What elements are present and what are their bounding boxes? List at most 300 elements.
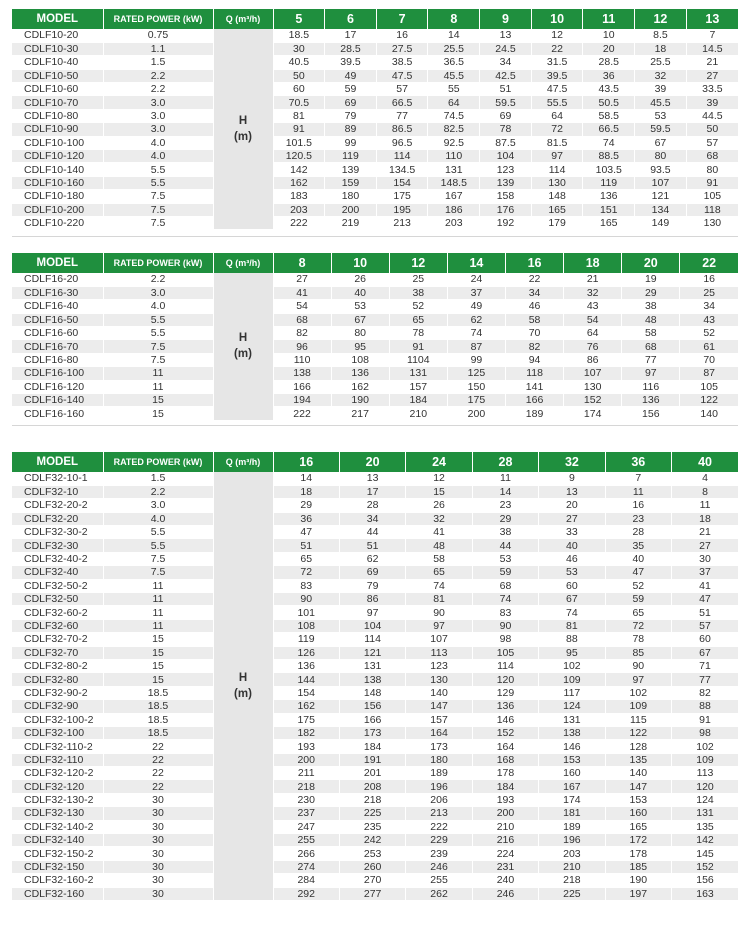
header-flow-value: 18 xyxy=(564,253,622,273)
model-cell: CDLF16-100 xyxy=(12,367,103,380)
head-value-cell: 72 xyxy=(531,123,583,136)
table-row xyxy=(12,726,738,739)
header-flow-value: 8 xyxy=(428,9,480,29)
table-row xyxy=(12,176,738,189)
power-cell: 7.5 xyxy=(103,340,213,353)
head-value-cell: 105 xyxy=(686,190,738,203)
head-value-cell: 109 xyxy=(672,753,738,766)
head-value-cell: 72 xyxy=(605,619,671,632)
head-value-cell: 41 xyxy=(672,579,738,592)
power-cell: 7.5 xyxy=(103,216,213,229)
head-value-cell: 121 xyxy=(339,646,405,659)
power-cell: 2.2 xyxy=(103,83,213,96)
head-value-cell: 39.5 xyxy=(531,69,583,82)
head-value-cell: 65 xyxy=(406,566,472,579)
head-value-cell: 88 xyxy=(672,700,738,713)
header-flow: Q (m³/h) xyxy=(213,452,273,472)
head-value-cell: 154 xyxy=(273,686,339,699)
head-value-cell: 167 xyxy=(428,190,480,203)
head-value-cell: 159 xyxy=(325,176,377,189)
head-value-cell: 165 xyxy=(531,203,583,216)
head-value-cell: 102 xyxy=(539,659,605,672)
power-cell: 30 xyxy=(103,834,213,847)
model-cell: CDLF10-180 xyxy=(12,190,103,203)
head-value-cell: 105 xyxy=(680,380,738,393)
table-row xyxy=(12,753,738,766)
head-value-cell: 174 xyxy=(539,793,605,806)
head-value-cell: 51 xyxy=(339,539,405,552)
header-flow-value: 8 xyxy=(273,253,331,273)
head-value-cell: 98 xyxy=(672,726,738,739)
head-value-cell: 114 xyxy=(339,633,405,646)
head-value-cell: 24 xyxy=(447,273,505,286)
head-value-cell: 119 xyxy=(583,176,635,189)
head-value-cell: 91 xyxy=(389,340,447,353)
head-value-cell: 237 xyxy=(273,807,339,820)
head-value-cell: 39 xyxy=(686,96,738,109)
head-value-cell: 12 xyxy=(531,29,583,42)
head-value-cell: 88 xyxy=(539,633,605,646)
head-value-cell: 13 xyxy=(539,485,605,498)
head-value-cell: 88.5 xyxy=(583,150,635,163)
head-value-cell: 53 xyxy=(331,300,389,313)
head-value-cell: 101.5 xyxy=(273,136,325,149)
head-value-cell: 222 xyxy=(273,407,331,420)
head-value-cell: 193 xyxy=(472,793,538,806)
head-value-cell: 164 xyxy=(406,726,472,739)
head-value-cell: 72 xyxy=(273,566,339,579)
power-cell: 30 xyxy=(103,807,213,820)
head-value-cell: 124 xyxy=(672,793,738,806)
head-value-cell: 14 xyxy=(428,29,480,42)
head-value-cell: 81.5 xyxy=(531,136,583,149)
table-row xyxy=(12,407,738,420)
head-value-cell: 181 xyxy=(539,807,605,820)
head-value-cell: 119 xyxy=(325,150,377,163)
head-value-cell: 120.5 xyxy=(273,150,325,163)
cdlf10-performance-table xyxy=(12,9,738,230)
head-value-cell: 76 xyxy=(564,340,622,353)
head-value-cell: 203 xyxy=(273,203,325,216)
head-value-cell: 163 xyxy=(672,887,738,900)
power-cell: 7.5 xyxy=(103,190,213,203)
table-row xyxy=(12,96,738,109)
head-value-cell: 16 xyxy=(605,499,671,512)
power-cell: 3.0 xyxy=(103,96,213,109)
model-cell: CDLF32-130 xyxy=(12,807,103,820)
head-value-cell: 119 xyxy=(273,633,339,646)
head-value-cell: 151 xyxy=(583,203,635,216)
head-value-cell: 25.5 xyxy=(428,42,480,55)
table-row xyxy=(12,579,738,592)
head-value-cell: 222 xyxy=(406,820,472,833)
head-value-cell: 192 xyxy=(480,216,532,229)
head-value-cell: 55 xyxy=(428,83,480,96)
head-value-cell: 235 xyxy=(339,820,405,833)
head-value-cell: 18.5 xyxy=(273,29,325,42)
power-cell: 1.5 xyxy=(103,56,213,69)
header-model: MODEL xyxy=(12,253,103,273)
head-value-cell: 162 xyxy=(273,176,325,189)
power-cell: 30 xyxy=(103,860,213,873)
head-value-cell: 139 xyxy=(325,163,377,176)
table-row xyxy=(12,633,738,646)
model-cell: CDLF16-140 xyxy=(12,394,103,407)
model-cell: CDLF10-20 xyxy=(12,29,103,42)
head-value-cell: 30 xyxy=(273,42,325,55)
table-row xyxy=(12,780,738,793)
head-value-cell: 96 xyxy=(273,340,331,353)
head-value-cell: 211 xyxy=(273,767,339,780)
head-value-cell: 125 xyxy=(447,367,505,380)
head-value-cell: 52 xyxy=(389,300,447,313)
model-cell: CDLF10-50 xyxy=(12,69,103,82)
power-cell: 15 xyxy=(103,633,213,646)
head-value-cell: 144 xyxy=(273,673,339,686)
head-value-cell: 74 xyxy=(447,327,505,340)
table-row xyxy=(12,286,738,299)
header-flow-value: 6 xyxy=(325,9,377,29)
cdlf32-performance-table xyxy=(12,452,738,901)
cdlf10-table-block xyxy=(12,9,738,230)
header-rated-power: RATED POWER (kW) xyxy=(103,452,213,472)
head-value-cell: 189 xyxy=(539,820,605,833)
head-value-cell: 57 xyxy=(672,619,738,632)
head-value-cell: 175 xyxy=(376,190,428,203)
head-value-cell: 91 xyxy=(672,713,738,726)
head-value-cell: 59 xyxy=(472,566,538,579)
head-value-cell: 130 xyxy=(531,176,583,189)
head-value-cell: 32 xyxy=(564,286,622,299)
head-value-cell: 146 xyxy=(472,713,538,726)
head-value-cell: 153 xyxy=(539,753,605,766)
head-value-cell: 49 xyxy=(447,300,505,313)
head-value-cell: 225 xyxy=(339,807,405,820)
head-value-cell: 90 xyxy=(273,593,339,606)
power-cell: 11 xyxy=(103,380,213,393)
head-value-cell: 218 xyxy=(539,874,605,887)
table-row xyxy=(12,163,738,176)
table-row xyxy=(12,646,738,659)
head-value-cell: 97 xyxy=(339,606,405,619)
head-value-cell: 140 xyxy=(605,767,671,780)
cdlf32-table-block xyxy=(12,452,738,901)
power-cell: 30 xyxy=(103,793,213,806)
head-value-cell: 89 xyxy=(325,123,377,136)
power-cell: 5.5 xyxy=(103,539,213,552)
head-value-cell: 284 xyxy=(273,874,339,887)
head-value-cell: 51 xyxy=(480,83,532,96)
head-value-cell: 68 xyxy=(686,150,738,163)
head-value-cell: 71 xyxy=(672,659,738,672)
head-value-cell: 148.5 xyxy=(428,176,480,189)
header-flow-value: 7 xyxy=(376,9,428,29)
head-value-cell: 48 xyxy=(406,539,472,552)
head-value-cell: 140 xyxy=(680,407,738,420)
table-row xyxy=(12,216,738,229)
power-cell: 2.2 xyxy=(103,69,213,82)
head-value-cell: 41 xyxy=(273,286,331,299)
head-value-cell: 277 xyxy=(339,887,405,900)
head-value-cell: 32 xyxy=(406,512,472,525)
head-value-cell: 113 xyxy=(672,767,738,780)
head-value-cell: 40.5 xyxy=(273,56,325,69)
head-value-cell: 115 xyxy=(605,713,671,726)
table-row xyxy=(12,203,738,216)
head-value-cell: 28 xyxy=(605,526,671,539)
model-cell: CDLF32-30-2 xyxy=(12,526,103,539)
head-value-cell: 141 xyxy=(506,380,564,393)
header-row xyxy=(12,253,738,273)
head-value-cell: 58 xyxy=(506,313,564,326)
model-cell: CDLF32-110 xyxy=(12,753,103,766)
header-flow-value: 10 xyxy=(531,9,583,29)
head-value-cell: 98 xyxy=(472,633,538,646)
head-value-cell: 50 xyxy=(686,123,738,136)
power-cell: 7.5 xyxy=(103,203,213,216)
head-value-cell: 130 xyxy=(406,673,472,686)
head-value-cell: 190 xyxy=(605,874,671,887)
head-value-cell: 38 xyxy=(389,286,447,299)
head-value-cell: 104 xyxy=(480,150,532,163)
head-value-cell: 68 xyxy=(273,313,331,326)
power-cell: 18.5 xyxy=(103,700,213,713)
head-value-cell: 15 xyxy=(406,485,472,498)
head-value-cell: 81 xyxy=(406,593,472,606)
table-row xyxy=(12,136,738,149)
head-value-cell: 78 xyxy=(389,327,447,340)
head-value-cell: 42.5 xyxy=(480,69,532,82)
head-value-cell: 65 xyxy=(389,313,447,326)
power-cell: 3.0 xyxy=(103,123,213,136)
head-value-cell: 57 xyxy=(376,83,428,96)
model-cell: CDLF16-20 xyxy=(12,273,103,286)
head-value-cell: 219 xyxy=(325,216,377,229)
table-row xyxy=(12,56,738,69)
head-value-cell: 36 xyxy=(583,69,635,82)
head-value-cell: 102 xyxy=(605,686,671,699)
header-flow: Q (m³/h) xyxy=(213,9,273,29)
head-value-cell: 218 xyxy=(273,780,339,793)
table-row xyxy=(12,659,738,672)
head-value-cell: 80 xyxy=(686,163,738,176)
head-value-cell: 62 xyxy=(447,313,505,326)
head-value-cell: 139 xyxy=(480,176,532,189)
model-cell: CDLF32-140-2 xyxy=(12,820,103,833)
head-value-cell: 78 xyxy=(605,633,671,646)
head-value-cell: 168 xyxy=(472,753,538,766)
head-value-cell: 14 xyxy=(472,485,538,498)
head-value-cell: 13 xyxy=(339,472,405,485)
head-value-cell: 166 xyxy=(339,713,405,726)
model-cell: CDLF32-100 xyxy=(12,726,103,739)
header-flow-value: 9 xyxy=(480,9,532,29)
head-value-cell: 95 xyxy=(539,646,605,659)
head-value-cell: 217 xyxy=(331,407,389,420)
head-value-cell: 210 xyxy=(389,407,447,420)
head-value-cell: 118 xyxy=(506,367,564,380)
head-value-cell: 20 xyxy=(583,42,635,55)
cdlf16-table-block xyxy=(12,253,738,421)
head-value-cell: 135 xyxy=(672,820,738,833)
head-value-cell: 23 xyxy=(472,499,538,512)
table-row xyxy=(12,123,738,136)
head-value-cell: 152 xyxy=(672,860,738,873)
power-cell: 22 xyxy=(103,740,213,753)
head-value-cell: 27 xyxy=(539,512,605,525)
model-cell: CDLF32-90-2 xyxy=(12,686,103,699)
header-flow-value: 40 xyxy=(672,452,738,472)
head-label: H xyxy=(238,672,248,684)
head-value-cell: 124 xyxy=(539,700,605,713)
head-value-cell: 156 xyxy=(622,407,680,420)
table-row xyxy=(12,686,738,699)
power-cell: 5.5 xyxy=(103,313,213,326)
header-flow-value: 28 xyxy=(472,452,538,472)
head-value-cell: 11 xyxy=(672,499,738,512)
head-unit: (m) xyxy=(234,348,252,361)
model-cell: CDLF10-60 xyxy=(12,83,103,96)
head-value-cell: 255 xyxy=(273,834,339,847)
head-value-cell: 21 xyxy=(564,273,622,286)
head-value-cell: 85 xyxy=(605,646,671,659)
model-cell: CDLF10-140 xyxy=(12,163,103,176)
head-value-cell: 8.5 xyxy=(635,29,687,42)
head-value-cell: 43 xyxy=(680,313,738,326)
header-flow-value: 20 xyxy=(622,253,680,273)
head-value-cell: 152 xyxy=(472,726,538,739)
head-value-cell: 11 xyxy=(472,472,538,485)
power-cell: 2.2 xyxy=(103,485,213,498)
head-value-cell: 114 xyxy=(376,150,428,163)
head-value-cell: 74 xyxy=(583,136,635,149)
table-row xyxy=(12,83,738,96)
head-value-cell: 70.5 xyxy=(273,96,325,109)
head-value-cell: 109 xyxy=(605,700,671,713)
table-row xyxy=(12,552,738,565)
head-value-cell: 165 xyxy=(605,820,671,833)
head-value-cell: 69 xyxy=(339,566,405,579)
head-value-cell: 7 xyxy=(605,472,671,485)
table-row xyxy=(12,847,738,860)
head-value-cell: 206 xyxy=(406,793,472,806)
head-value-cell: 33 xyxy=(539,526,605,539)
model-cell: CDLF32-10 xyxy=(12,485,103,498)
model-cell: CDLF10-100 xyxy=(12,136,103,149)
head-value-cell: 117 xyxy=(539,686,605,699)
head-value-cell: 47 xyxy=(672,593,738,606)
power-cell: 11 xyxy=(103,367,213,380)
head-value-cell: 82 xyxy=(273,327,331,340)
head-value-cell: 200 xyxy=(273,753,339,766)
head-value-cell: 68 xyxy=(472,579,538,592)
head-value-cell: 64 xyxy=(428,96,480,109)
head-value-cell: 45.5 xyxy=(428,69,480,82)
table-row xyxy=(12,69,738,82)
power-cell: 11 xyxy=(103,579,213,592)
head-value-cell: 70 xyxy=(506,327,564,340)
head-value-cell: 105 xyxy=(472,646,538,659)
head-value-cell: 41 xyxy=(406,526,472,539)
power-cell: 11 xyxy=(103,619,213,632)
head-value-cell: 47.5 xyxy=(531,83,583,96)
head-value-cell: 40 xyxy=(539,539,605,552)
head-value-cell: 138 xyxy=(539,726,605,739)
head-value-cell: 210 xyxy=(539,860,605,873)
model-cell: CDLF32-60-2 xyxy=(12,606,103,619)
table-row xyxy=(12,526,738,539)
model-cell: CDLF32-130-2 xyxy=(12,793,103,806)
head-value-cell: 183 xyxy=(273,190,325,203)
table-separator xyxy=(12,236,738,237)
head-value-cell: 53 xyxy=(635,109,687,122)
head-value-cell: 14.5 xyxy=(686,42,738,55)
head-value-cell: 46 xyxy=(506,300,564,313)
head-value-cell: 30 xyxy=(672,552,738,565)
power-cell: 30 xyxy=(103,820,213,833)
head-value-cell: 122 xyxy=(605,726,671,739)
power-cell: 0.75 xyxy=(103,29,213,42)
head-value-cell: 160 xyxy=(605,807,671,820)
head-value-cell: 109 xyxy=(539,673,605,686)
header-flow-value: 16 xyxy=(506,253,564,273)
head-value-cell: 18 xyxy=(273,485,339,498)
head-value-cell: 110 xyxy=(273,353,331,366)
power-cell: 15 xyxy=(103,673,213,686)
head-value-cell: 114 xyxy=(531,163,583,176)
head-value-cell: 173 xyxy=(406,740,472,753)
head-value-cell: 157 xyxy=(389,380,447,393)
head-value-cell: 82 xyxy=(506,340,564,353)
head-value-cell: 101 xyxy=(273,606,339,619)
head-value-cell: 29 xyxy=(472,512,538,525)
head-value-cell: 11 xyxy=(605,485,671,498)
head-value-cell: 210 xyxy=(472,820,538,833)
table-row xyxy=(12,29,738,42)
head-value-cell: 13 xyxy=(480,29,532,42)
head-value-cell: 197 xyxy=(605,887,671,900)
head-value-cell: 148 xyxy=(339,686,405,699)
head-value-cell: 94 xyxy=(506,353,564,366)
head-value-cell: 147 xyxy=(605,780,671,793)
head-value-cell: 113 xyxy=(406,646,472,659)
head-value-cell: 225 xyxy=(539,887,605,900)
power-cell: 18.5 xyxy=(103,726,213,739)
power-cell: 2.2 xyxy=(103,273,213,286)
model-cell: CDLF32-50-2 xyxy=(12,579,103,592)
head-value-cell: 46 xyxy=(539,552,605,565)
head-value-cell: 36 xyxy=(273,512,339,525)
head-value-cell: 14 xyxy=(273,472,339,485)
head-value-cell: 131 xyxy=(339,659,405,672)
head-value-cell: 81 xyxy=(539,619,605,632)
head-value-cell: 218 xyxy=(339,793,405,806)
model-cell: CDLF16-70 xyxy=(12,340,103,353)
head-value-cell: 274 xyxy=(273,860,339,873)
power-cell: 15 xyxy=(103,659,213,672)
head-value-cell: 97 xyxy=(531,150,583,163)
table-row xyxy=(12,394,738,407)
head-value-cell: 83 xyxy=(472,606,538,619)
header-flow-value: 12 xyxy=(389,253,447,273)
head-value-cell: 175 xyxy=(273,713,339,726)
head-value-cell: 16 xyxy=(376,29,428,42)
head-value-cell: 59.5 xyxy=(480,96,532,109)
head-value-cell: 230 xyxy=(273,793,339,806)
head-value-cell: 80 xyxy=(635,150,687,163)
head-value-cell: 54 xyxy=(564,313,622,326)
header-flow-value: 20 xyxy=(339,452,405,472)
